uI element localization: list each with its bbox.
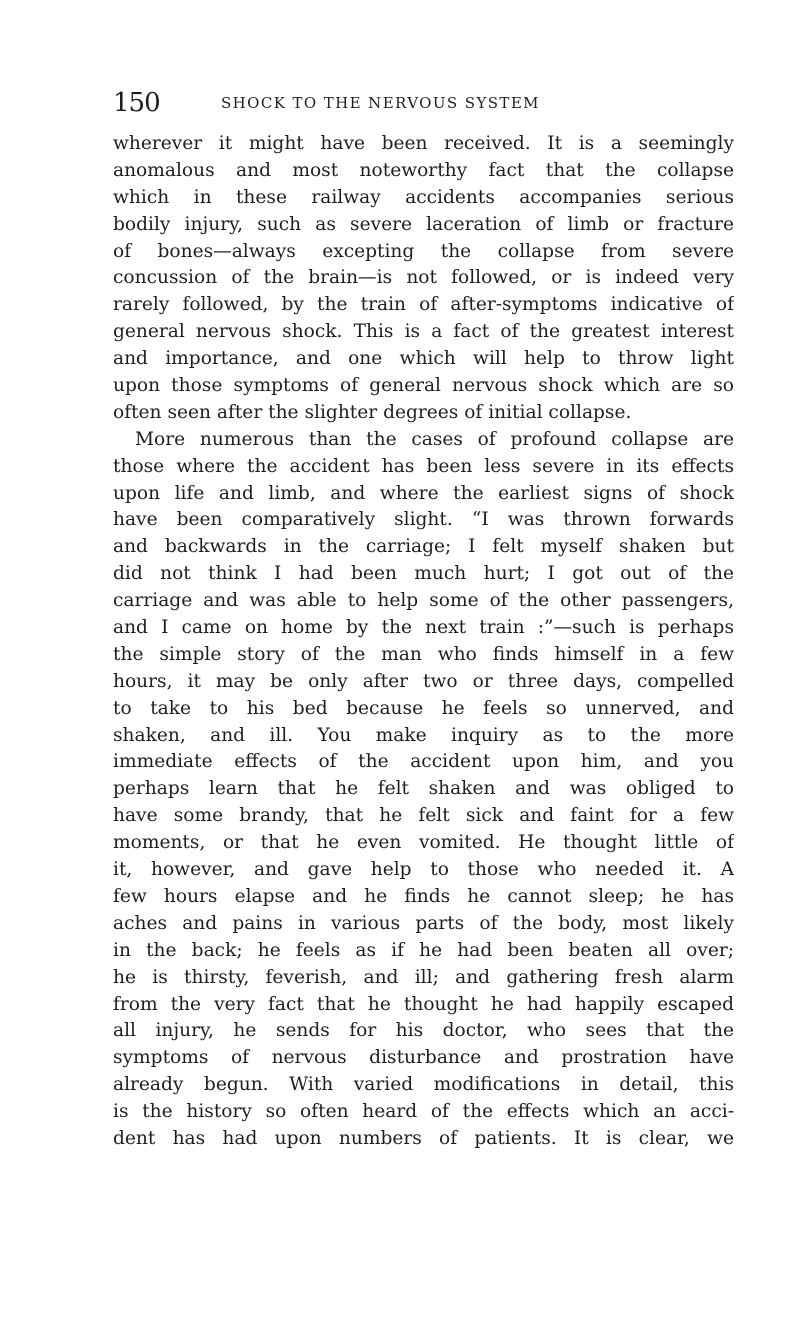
text-line: have been comparatively slight. “I was thrown forwards xyxy=(113,509,734,531)
text-line: wherever it might have been received. It is a seemingly xyxy=(113,133,734,154)
text-line: which in these railway accidents accompanies serious xyxy=(113,186,734,208)
text-line: did not think I had been much hurt; I got out of the xyxy=(113,563,734,585)
text-line: have some brandy, that he felt sick and faint for a few xyxy=(113,805,734,827)
text-line: of bones—always excepting the collapse from severe xyxy=(113,240,734,262)
text-line: and importance, and one which will help to throw light xyxy=(113,348,734,370)
text-line: carriage and was able to help some of the other passengers, xyxy=(113,590,734,612)
text-line: rarely followed, by the train of after-symptoms indicative of xyxy=(113,294,734,316)
text-line: the simple story of the man who finds himself in a few xyxy=(113,643,734,665)
text-line: hours, it may be only after two or three days, compelled xyxy=(113,670,734,692)
text-line: dent has had upon numbers of patients. It is clear, we xyxy=(113,1127,734,1149)
body-text xyxy=(113,131,734,1153)
text-line: symptoms of nervous disturbance and prostration have xyxy=(113,1047,734,1069)
text-line: upon life and limb, and where the earliest signs of shock xyxy=(113,482,734,504)
text-line: perhaps learn that he felt shaken and was obliged to xyxy=(113,778,734,800)
text-line: he is thirsty, feverish, and ill; and gathering fresh alarm xyxy=(113,966,734,988)
text-line: bodily injury, such as severe laceration of limb or fracture xyxy=(113,213,734,235)
text-line: often seen after the slighter degrees of initial collapse. xyxy=(113,401,632,423)
text-line: already begun. With varied modifications in detail, this xyxy=(113,1074,734,1096)
text-line: aches and pains in various parts of the body, most likely xyxy=(113,912,734,934)
text-line: it, however, and gave help to those who needed it. A xyxy=(113,859,734,881)
text-line: immediate effects of the accident upon him, and you xyxy=(113,751,734,773)
text-line: from the very fact that he thought he had happily escaped xyxy=(113,993,734,1015)
text-line: general nervous shock. This is a fact of the greatest interest xyxy=(113,321,734,343)
text-line: and I came on home by the next train :”—such is perhaps xyxy=(113,617,734,639)
text-line: shaken, and ill. You make inquiry as to the more xyxy=(113,724,734,746)
text-line: and backwards in the carriage; I felt myself shaken but xyxy=(113,536,734,558)
page-header xyxy=(113,88,733,118)
text-line: is the history so often heard of the effects which an acci- xyxy=(113,1101,734,1123)
text-line: upon those symptoms of general nervous shock which are so xyxy=(113,375,734,397)
page-number: 150 xyxy=(113,88,160,118)
text-line: moments, or that he even vomited. He thought little of xyxy=(113,832,734,854)
text-line: concussion of the brain—is not followed, or is indeed very xyxy=(113,267,734,289)
text-line: few hours elapse and he finds he cannot sleep; he has xyxy=(113,885,734,907)
text-line: those where the accident has been less severe in its effects xyxy=(113,455,734,477)
text-line: to take to his bed because he feels so unnerved, and xyxy=(113,697,734,719)
text-line: in the back; he feels as if he had been beaten all over; xyxy=(113,939,734,961)
text-line: all injury, he sends for his doctor, who sees that the xyxy=(113,1020,734,1042)
text-line: More numerous than the cases of profound collapse are xyxy=(135,428,734,450)
running-head: SHOCK TO THE NERVOUS SYSTEM xyxy=(221,94,540,112)
text-line: anomalous and most noteworthy fact that the collapse xyxy=(113,159,734,181)
